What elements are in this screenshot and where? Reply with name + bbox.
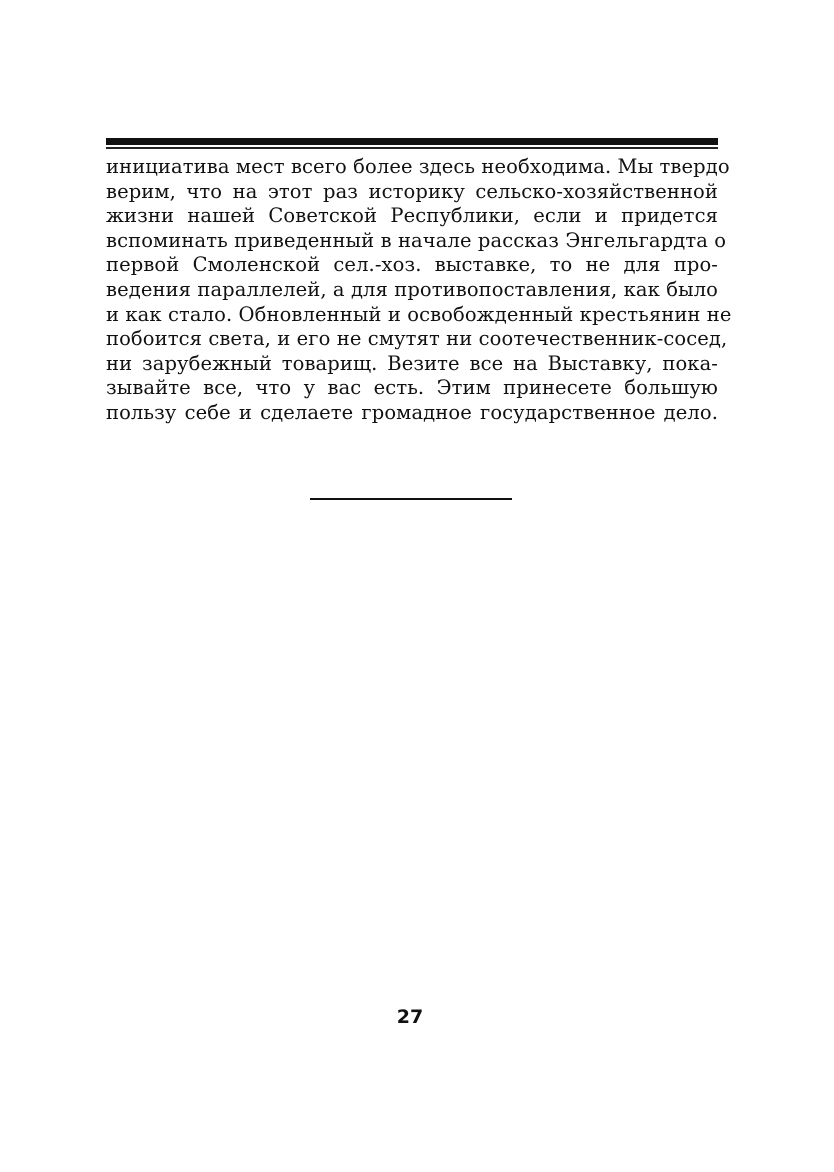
text-line: зывайте все, что у вас есть. Этим принесете большую [106,376,718,400]
text-line: верим, что на этот раз историку сельско-хозяйственной [106,179,718,203]
page-number: 27 [396,1006,424,1028]
text-line: инициатива мест всего более здесь необходима. Мы твердо [106,155,730,178]
text-line: пользу себе и сделаете громадное государственное дело. [106,400,718,424]
text-line: ведения параллелей, а для противопоставления, как было [106,277,719,301]
text-line: побоится света, и его не смутят ни соотечественник-сосед, [106,327,728,351]
section-end-rule [310,498,512,500]
text-line: жизни нашей Советской Республики, если и придется [106,204,718,228]
header-rule-thin [106,147,718,149]
header-rule [106,138,718,145]
body-paragraph [106,155,732,426]
text-line: ни зарубежный товарищ. Везите все на Выставку, пока- [106,351,718,375]
text-line: и как стало. Обновленный и освобожденный крестьянин не [106,302,732,326]
text-line: первой Смоленской сел.-хоз. выставке, то не для про- [106,253,718,277]
text-line: вспоминать приведенный в начале рассказ Энгельгардта о [106,228,727,252]
